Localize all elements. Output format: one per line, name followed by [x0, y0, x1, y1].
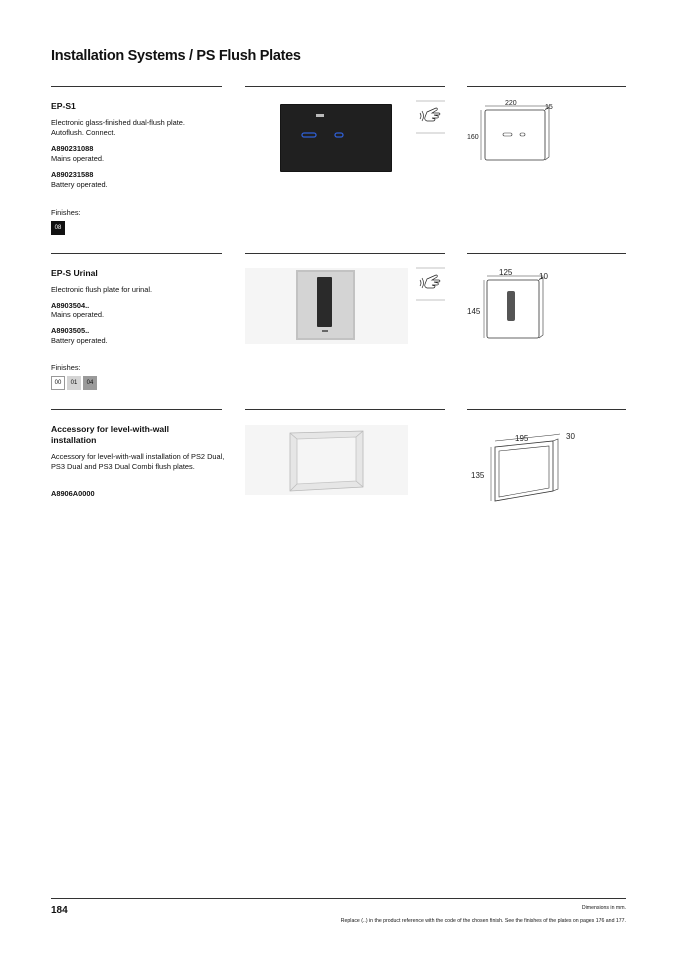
section-rule	[245, 409, 445, 410]
finish-swatch: 01	[67, 376, 81, 390]
page-title: Installation Systems / PS Flush Plates	[51, 48, 301, 64]
page-number: 184	[51, 905, 68, 916]
finish-swatch: 04	[83, 376, 97, 390]
product-photo	[245, 268, 408, 344]
footer-rule	[51, 898, 626, 899]
variant-description: Battery operated.	[51, 336, 108, 345]
dim-height: 135	[471, 471, 485, 480]
dim-height: 160	[467, 134, 479, 141]
sensor-hand-icon	[416, 100, 445, 134]
dim-depth: 15	[545, 104, 553, 111]
dimensions-note: Dimensions in mm.	[581, 905, 626, 911]
variant-description: Battery operated.	[51, 180, 108, 189]
product-photo	[245, 425, 408, 495]
finishes-label: Finishes:	[51, 208, 81, 217]
product-description: Electronic flush plate for urinal.	[51, 285, 153, 294]
product-photo	[280, 104, 392, 172]
variant-description: Mains operated.	[51, 310, 104, 319]
dimension-drawing	[465, 98, 575, 168]
dim-width: 220	[505, 100, 517, 107]
dimension-drawing	[465, 425, 585, 510]
dim-width: 125	[499, 268, 513, 277]
product-description: Accessory for level-with-wall installation of PS2 Dual, PS3 Dual and PS3 Dual Combi flush plates.	[51, 452, 225, 471]
section-rule	[51, 253, 222, 254]
finish-swatches	[51, 221, 65, 235]
product-code: A890231588	[51, 170, 94, 179]
finish-swatch: 08	[51, 221, 65, 235]
sensor-hand-icon	[416, 267, 445, 301]
dim-depth: 30	[566, 432, 575, 441]
product-name: EP-S1	[51, 101, 76, 111]
finish-swatch: 00	[51, 376, 65, 390]
product-code: A8903505..	[51, 326, 90, 335]
finish-swatches	[51, 376, 97, 390]
dim-width: 195	[515, 434, 529, 443]
section-rule	[51, 86, 222, 87]
finishes-label: Finishes:	[51, 363, 81, 372]
product-code: A890231088	[51, 144, 94, 153]
product-description: Electronic glass-finished dual-flush plate. Autoflush. Connect.	[51, 118, 185, 137]
dim-height: 145	[467, 307, 481, 316]
product-code: A8903504..	[51, 301, 90, 310]
section-rule	[245, 86, 445, 87]
section-rule	[51, 409, 222, 410]
product-name: EP-S Urinal	[51, 268, 98, 278]
section-rule	[467, 409, 626, 410]
product-name: Accessory for level-with-wall installation	[51, 424, 169, 445]
product-code: A8906A0000	[51, 489, 95, 498]
finish-note: Replace (..) in the product reference with the code of the chosen finish. See the finishes of the plates on pages 176 and 177.	[340, 918, 626, 924]
section-rule	[245, 253, 445, 254]
variant-description: Mains operated.	[51, 154, 104, 163]
dimension-drawing	[465, 265, 575, 345]
section-rule	[467, 86, 626, 87]
section-rule	[467, 253, 626, 254]
dim-depth: 10	[539, 272, 548, 281]
